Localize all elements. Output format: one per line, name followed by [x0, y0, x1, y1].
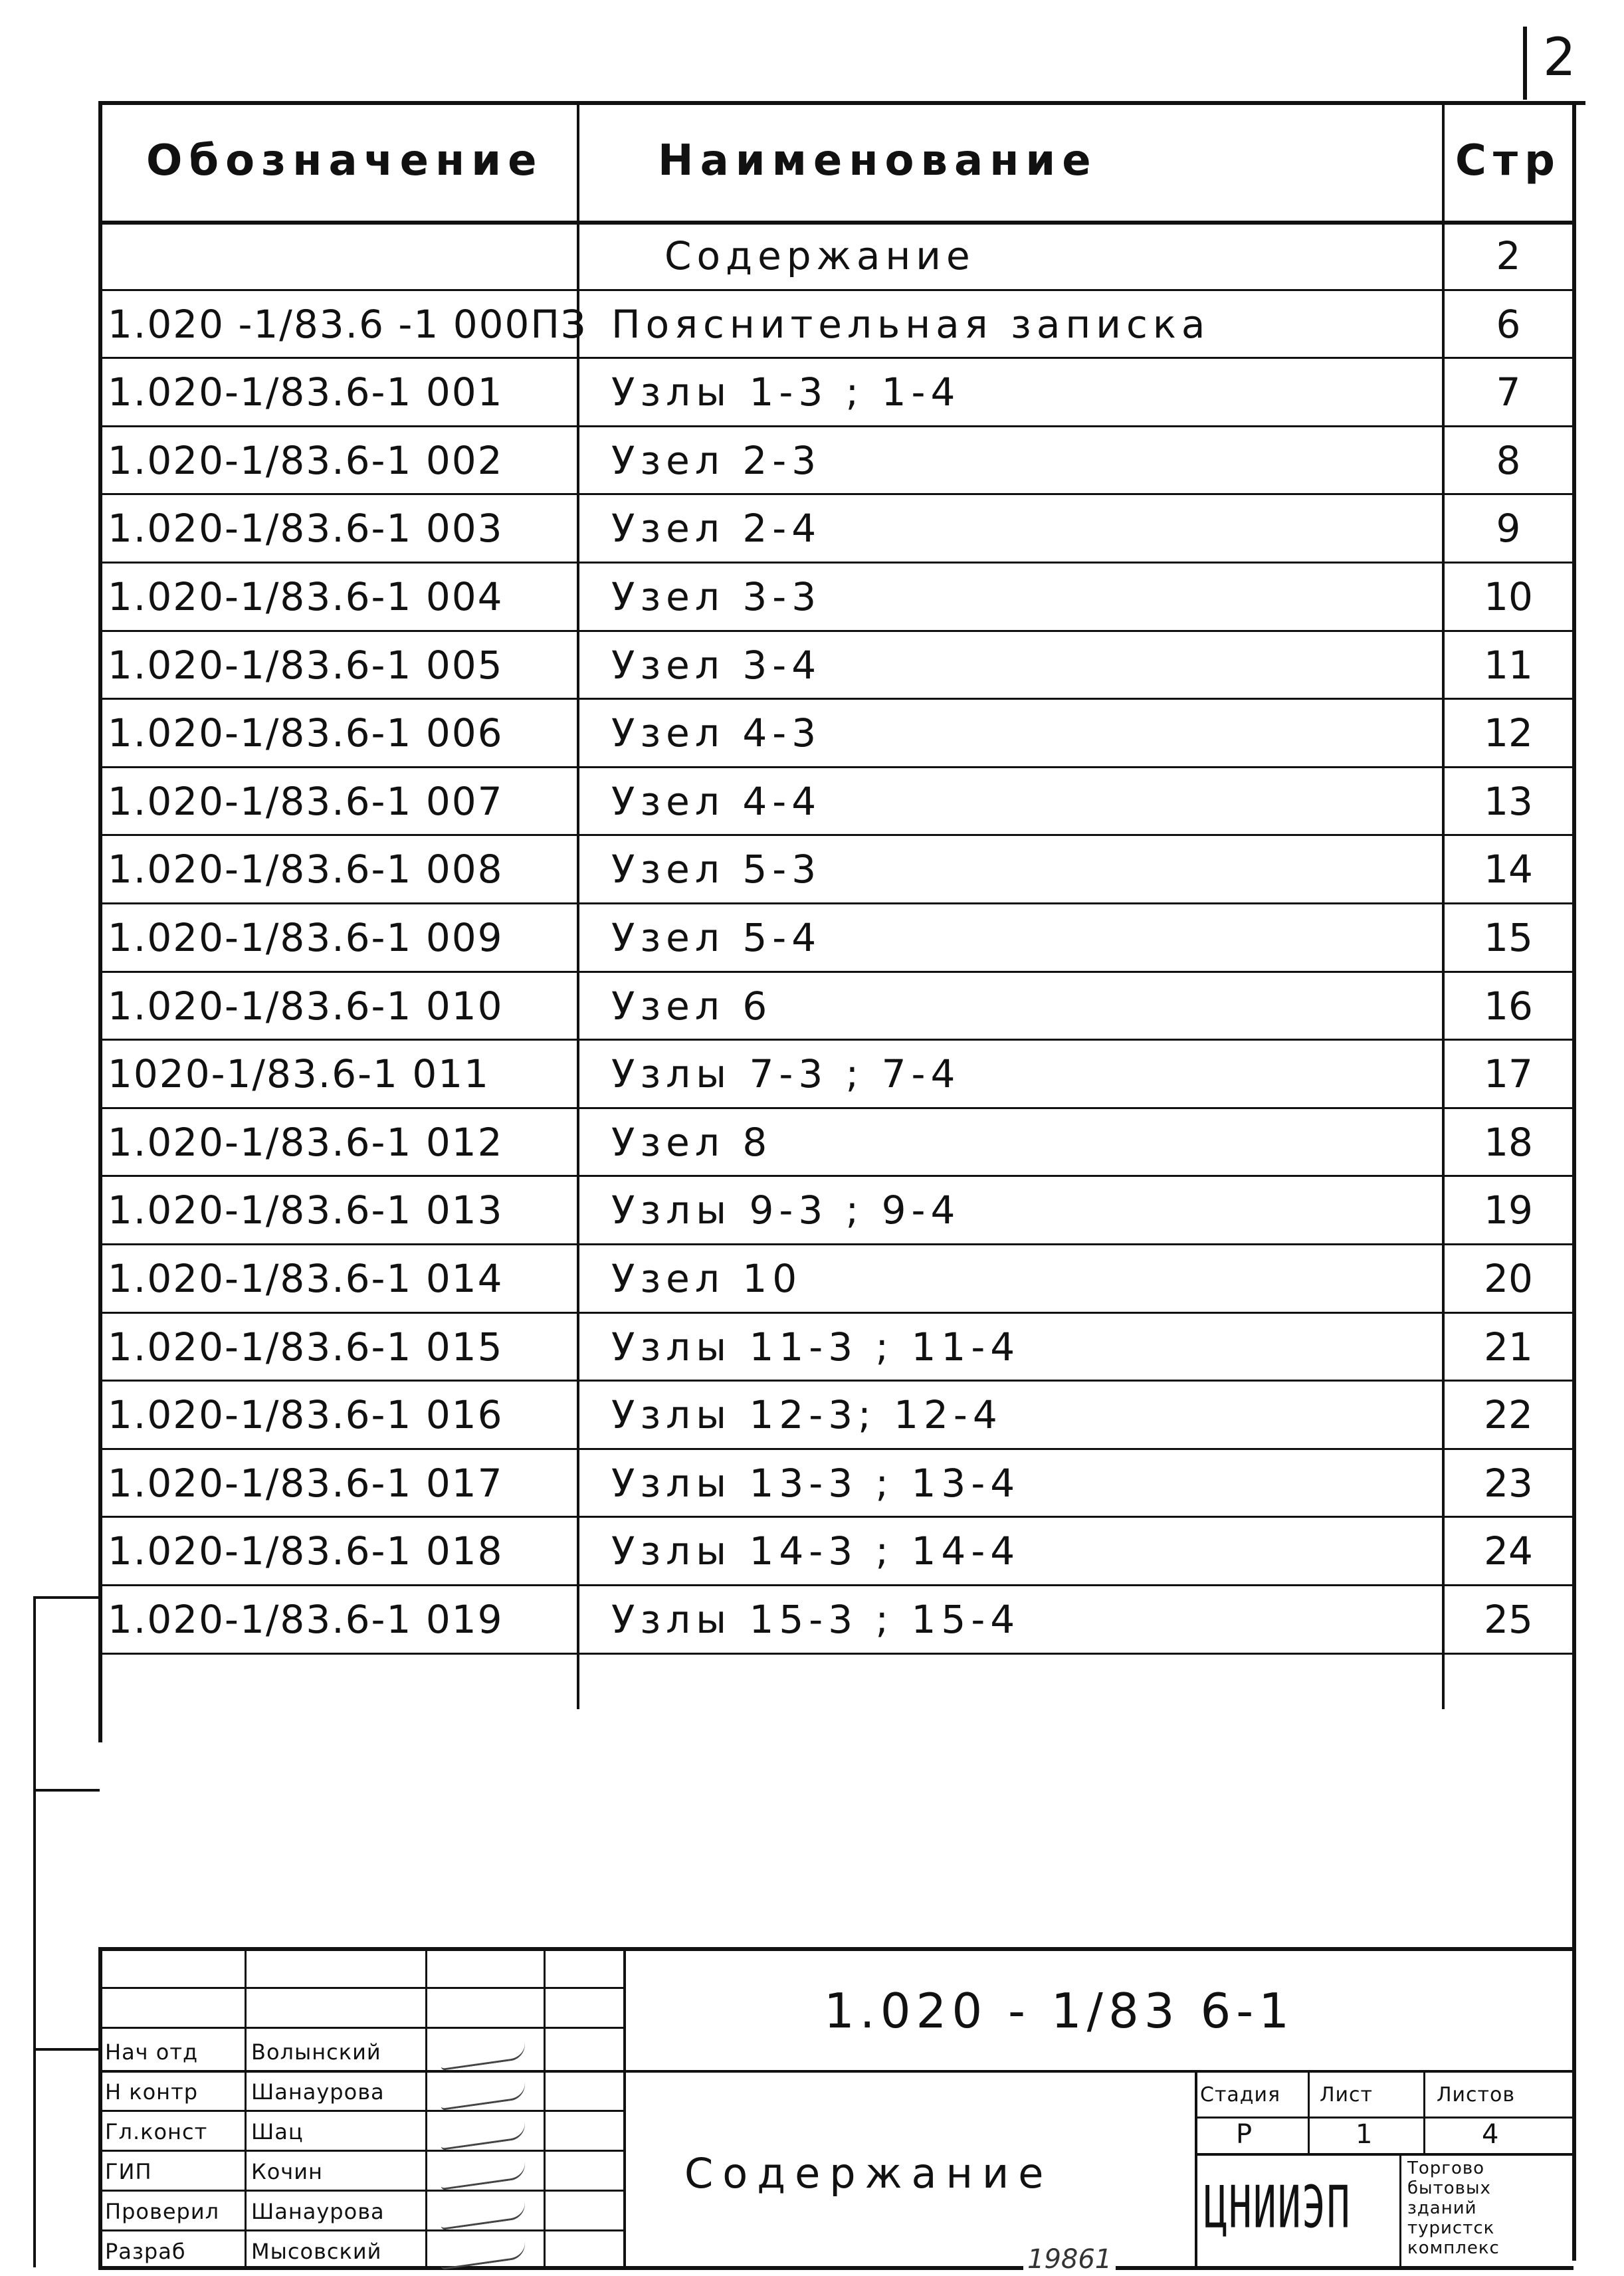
handwritten-signature [439, 2162, 527, 2190]
row-divider [100, 493, 1572, 495]
binding-strip-divider-2 [33, 2048, 100, 2051]
signature-person: Шанаурова [251, 2079, 385, 2105]
title-block-row-c [98, 2110, 623, 2112]
row-page: 15 [1484, 915, 1533, 960]
header-bottom-border [98, 221, 1572, 225]
handwritten-signature [439, 2122, 527, 2150]
row-name: Узлы 7-3 ; 7-4 [611, 1051, 961, 1096]
row-name: Узлы 13-3 ; 13-4 [611, 1461, 1021, 1506]
title-block-signature-divider [623, 1947, 626, 2266]
row-page: 2 [1496, 233, 1521, 278]
title-block-bottom [98, 2266, 1573, 2270]
row-page: 14 [1484, 847, 1533, 892]
row-code: 1.020-1/83.6-1 003 [108, 506, 504, 551]
row-divider [100, 1380, 1572, 1382]
document-title: Содержание [684, 2149, 1053, 2198]
row-code: 1.020-1/83.6-1 009 [108, 915, 504, 960]
title-block-row-d [98, 2150, 623, 2152]
row-divider [100, 766, 1572, 768]
row-page: 13 [1484, 779, 1533, 824]
row-name: Узлы 15-3 ; 15-4 [611, 1597, 1021, 1642]
row-page: 10 [1484, 574, 1533, 619]
title-block-row-b [98, 2027, 623, 2029]
row-divider [100, 425, 1572, 427]
row-name: Узел 8 [611, 1120, 773, 1165]
stage-block-col-1 [1308, 2070, 1310, 2153]
organization-text-line: бытовых [1407, 2178, 1491, 2198]
row-code: 1.020-1/83.6-1 018 [108, 1528, 504, 1574]
row-page: 20 [1484, 1256, 1533, 1301]
table-left-border [98, 101, 102, 1742]
row-divider [100, 698, 1572, 700]
title-block-col-b [425, 1947, 427, 2266]
handwritten-signature [439, 2202, 527, 2230]
title-block-left [98, 1947, 102, 2266]
signature-role: Н контр [105, 2079, 199, 2105]
title-block-top [98, 1947, 1573, 1951]
title-block-mid-line [98, 2070, 1573, 2073]
row-name: Узел 5-4 [611, 915, 822, 960]
signature-person: Волынский [251, 2039, 381, 2065]
row-code: 1.020 -1/83.6 -1 000ПЗ [108, 302, 587, 347]
header-page: Стр [1455, 136, 1562, 185]
row-divider [100, 1312, 1572, 1314]
signature-role: Гл.конст [105, 2119, 208, 2144]
header-name: Наименование [658, 136, 1098, 185]
row-code: 1.020-1/83.6-1 017 [108, 1461, 504, 1506]
row-page: 22 [1484, 1392, 1533, 1437]
row-divider [100, 289, 1572, 291]
row-name: Узел 3-3 [611, 574, 822, 619]
row-code: 1.020-1/83.6-1 002 [108, 438, 504, 483]
title-block-col-c [544, 1947, 546, 2266]
row-divider [100, 630, 1572, 632]
row-page: 11 [1484, 643, 1533, 688]
table-right-border [1572, 101, 1576, 2261]
row-name: Узел 4-3 [611, 710, 822, 756]
header-designation: Обозначение [146, 136, 544, 185]
signature-role: ГИП [105, 2159, 152, 2184]
title-block-row-a [98, 1987, 623, 1989]
row-code: 1020-1/83.6-1 011 [108, 1051, 490, 1096]
row-divider [100, 1653, 1572, 1655]
row-code: 1.020-1/83.6-1 007 [108, 779, 504, 824]
sheet-number: 2 [1543, 28, 1576, 88]
table-top-border [98, 101, 1585, 105]
row-name: Содержание [664, 233, 975, 278]
logo-divider [1399, 2153, 1401, 2266]
row-divider [100, 1448, 1572, 1450]
inventory-number: 19861 [1023, 2246, 1116, 2273]
row-name: Узел 2-3 [611, 438, 822, 483]
row-name: Узел 3-4 [611, 643, 822, 688]
signature-person: Мысовский [251, 2239, 382, 2264]
stage-label: Стадия [1200, 2083, 1281, 2107]
row-page: 19 [1484, 1188, 1533, 1233]
sheets-label: Листов [1437, 2083, 1516, 2107]
row-divider [100, 357, 1572, 359]
stage-block-left [1195, 2070, 1197, 2266]
row-code: 1.020-1/83.6-1 019 [108, 1597, 504, 1642]
row-code: 1.020-1/83.6-1 014 [108, 1256, 504, 1301]
row-page: 25 [1484, 1597, 1533, 1642]
signature-person: Шац [251, 2119, 304, 2144]
row-code: 1.020-1/83.6-1 015 [108, 1324, 504, 1370]
row-page: 12 [1484, 710, 1533, 756]
row-code: 1.020-1/83.6-1 010 [108, 983, 504, 1029]
row-page: 9 [1496, 506, 1521, 551]
row-page: 18 [1484, 1120, 1533, 1165]
organization-text-line: туристск [1407, 2218, 1495, 2238]
sheets-value: 4 [1482, 2119, 1499, 2150]
signature-person: Шанаурова [251, 2199, 385, 2224]
row-divider [100, 1243, 1572, 1245]
row-code: 1.020-1/83.6-1 004 [108, 574, 504, 619]
signature-role: Разраб [105, 2239, 186, 2264]
title-block-row-f [98, 2229, 623, 2231]
row-divider [100, 1516, 1572, 1518]
row-page: 6 [1496, 302, 1521, 347]
title-block-col-a [245, 1947, 247, 2266]
organization-text-line: Торгово [1407, 2158, 1485, 2178]
row-name: Узел 10 [611, 1256, 803, 1301]
binding-strip-divider-1 [33, 1789, 100, 1792]
row-code: 1.020-1/83.6-1 012 [108, 1120, 504, 1165]
row-page: 21 [1484, 1324, 1533, 1370]
row-name: Узлы 9-3 ; 9-4 [611, 1188, 961, 1233]
signature-person: Кочин [251, 2159, 323, 2184]
document-code: 1.020 - 1/83 6-1 [824, 1983, 1295, 2039]
title-block-row-e [98, 2190, 623, 2192]
signature-role: Проверил [105, 2199, 220, 2224]
row-divider [100, 562, 1572, 564]
row-name: Узел 5-3 [611, 847, 822, 892]
row-code: 1.020-1/83.6-1 016 [108, 1392, 504, 1437]
organization-text-line: зданий [1407, 2198, 1477, 2218]
row-name: Узлы 11-3 ; 11-4 [611, 1324, 1021, 1370]
binding-strip-top [33, 1596, 100, 1599]
row-code: 1.020-1/83.6-1 013 [108, 1188, 504, 1233]
row-code: 1.020-1/83.6-1 001 [108, 369, 504, 415]
row-name: Узлы 12-3; 12-4 [611, 1392, 1003, 1437]
handwritten-signature [439, 2082, 527, 2111]
row-page: 17 [1484, 1051, 1533, 1096]
row-page: 23 [1484, 1461, 1533, 1506]
row-name: Узлы 14-3 ; 14-4 [611, 1528, 1021, 1574]
row-divider [100, 834, 1572, 836]
row-page: 24 [1484, 1528, 1533, 1574]
row-name: Узел 6 [611, 983, 773, 1029]
row-code: 1.020-1/83.6-1 008 [108, 847, 504, 892]
row-divider [100, 1584, 1572, 1586]
row-page: 8 [1496, 438, 1521, 483]
row-name: Пояснительная записка [611, 302, 1211, 347]
stage-block-row-2 [1195, 2153, 1572, 2156]
organization-text-line: комплекс [1407, 2238, 1500, 2258]
row-divider [100, 1107, 1572, 1109]
stage-block-col-2 [1423, 2070, 1425, 2153]
row-divider [100, 902, 1572, 904]
row-divider [100, 971, 1572, 973]
handwritten-signature [439, 2042, 527, 2071]
sheet-number-divider [1523, 27, 1527, 100]
stage-block-row-1 [1195, 2117, 1572, 2119]
row-code: 1.020-1/83.6-1 005 [108, 643, 504, 688]
row-name: Узел 4-4 [611, 779, 822, 824]
sheet-label: Лист [1320, 2083, 1373, 2107]
row-code: 1.020-1/83.6-1 006 [108, 710, 504, 756]
sheet-value: 1 [1356, 2119, 1373, 2150]
row-name: Узел 2-4 [611, 506, 822, 551]
row-divider [100, 1175, 1572, 1177]
stage-value: Р [1236, 2119, 1253, 2150]
organization-logo: ЦНИИЭП [1204, 2173, 1352, 2241]
binding-strip-left [33, 1596, 36, 2267]
row-name: Узлы 1-3 ; 1-4 [611, 369, 961, 415]
row-page: 7 [1496, 369, 1521, 415]
row-divider [100, 1039, 1572, 1041]
signature-role: Нач отд [105, 2039, 199, 2065]
row-page: 16 [1484, 983, 1533, 1029]
